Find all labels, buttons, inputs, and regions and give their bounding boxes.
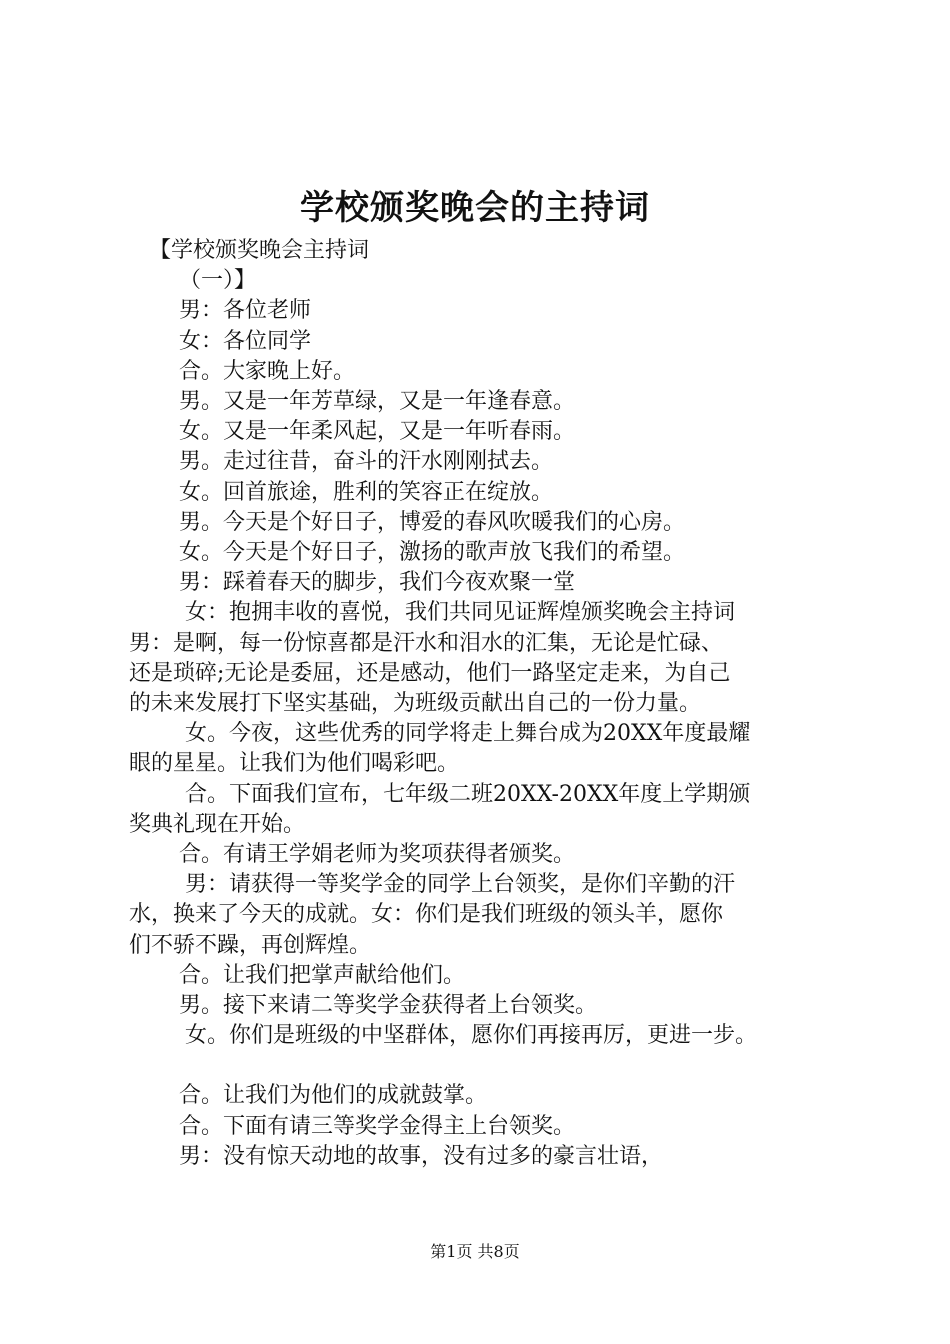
- dialogue-line: 女。今夜，这些优秀的同学将走上舞台成为20XX年度最耀: [185, 721, 751, 747]
- document-body: [129, 236, 837, 1172]
- dialogue-line: 女：抱拥丰收的喜悦，我们共同见证辉煌颁奖晚会主持词: [185, 600, 736, 626]
- dialogue-line: 合。大家晚上好。: [179, 358, 356, 384]
- dialogue-line: 女：各位同学: [179, 328, 312, 354]
- dialogue-line: 眼的星星。让我们为他们喝彩吧。: [129, 751, 460, 777]
- dialogue-line: 男：请获得一等奖学金的同学上台领奖，是你们辛勤的汗: [185, 872, 736, 898]
- document-title: 学校颁奖晚会的主持词: [300, 188, 650, 228]
- dialogue-line: 男。走过往昔，奋斗的汗水刚刚拭去。: [179, 449, 554, 475]
- dialogue-line: 还是琐碎;无论是委屈，还是感动，他们一路坚定走来，为自己: [129, 660, 731, 686]
- dialogue-line: 水，换来了今天的成就。女：你们是我们班级的领头羊，愿你: [129, 902, 724, 928]
- dialogue-line: 奖典礼现在开始。: [129, 811, 306, 837]
- dialogue-line: 男：各位老师: [179, 298, 312, 324]
- dialogue-line: 男。今天是个好日子，博爱的春风吹暖我们的心房。: [179, 509, 686, 535]
- dialogue-line: 男：没有惊天动地的故事，没有过多的豪言壮语，: [179, 1143, 664, 1169]
- dialogue-line: 合。有请王学娟老师为奖项获得者颁奖。: [179, 842, 576, 868]
- dialogue-line: 男。又是一年芳草绿，又是一年逢春意。: [179, 389, 576, 415]
- dialogue-line: 们不骄不躁，再创辉煌。: [129, 932, 372, 958]
- dialogue-line: 男：是啊，每一份惊喜都是汗水和泪水的汇集，无论是忙碌、: [129, 630, 724, 656]
- heading-line: （一）】: [179, 268, 257, 294]
- heading-line: 【学校颁奖晚会主持词: [149, 238, 370, 263]
- dialogue-line: 女。你们是班级的中坚群体，愿你们再接再厉，更进一步。: [185, 1023, 758, 1049]
- dialogue-line: 男：踩着春天的脚步，我们今夜欢聚一堂: [179, 570, 576, 596]
- dialogue-line: 女。回首旅途，胜利的笑容正在绽放。: [179, 479, 554, 505]
- blank-line: [129, 1051, 837, 1081]
- dialogue-line: 合。下面有请三等奖学金得主上台领奖。: [179, 1113, 576, 1139]
- dialogue-line: 合。下面我们宣布，七年级二班20XX-20XX年度上学期颁: [185, 781, 751, 807]
- dialogue-line: 的未来发展打下坚实基础，为班级贡献出自己的一份力量。: [129, 691, 702, 717]
- dialogue-line: 男。接下来请二等奖学金获得者上台领奖。: [179, 993, 598, 1019]
- dialogue-line: 女。又是一年柔风起，又是一年听春雨。: [179, 419, 576, 445]
- dialogue-line: 合。让我们把掌声献给他们。: [179, 962, 466, 988]
- page-footer: 第1页 共8页: [430, 1242, 520, 1261]
- dialogue-line: 合。让我们为他们的成就鼓掌。: [179, 1083, 488, 1109]
- dialogue-line: 女。今天是个好日子，激扬的歌声放飞我们的希望。: [179, 540, 686, 566]
